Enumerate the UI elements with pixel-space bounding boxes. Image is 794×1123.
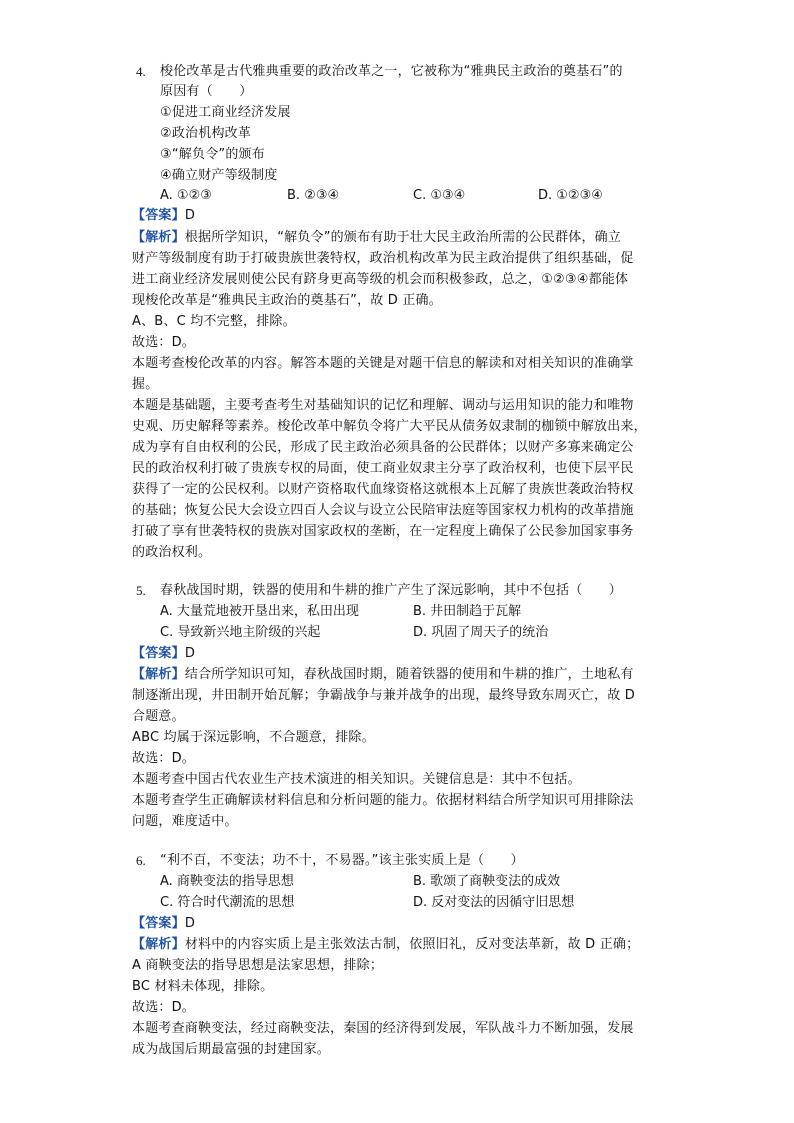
q4-analysis-line: 的基础；恢复公民大会设立四百人会议与设立公民陪审法庭等国家权力机构的改革措施 (132, 503, 634, 518)
q6-number: 6. (136, 853, 146, 868)
q5-analysis-line-1 (132, 665, 634, 685)
q6-analysis-line: A 商鞅变法的指导思想是法家思想，排除； (132, 958, 384, 973)
q5-analysis-line: 本题考查学生正确解读材料信息和分析问题的能力。依据材料结合所学知识可用排除法 (132, 793, 634, 808)
q5-analysis-line: 制逐渐出现，井田制开始瓦解；争霸战争与兼并战争的出现，最终导致东周灭亡，故 D (132, 688, 635, 703)
q6-analysis-tag: 【解析】 (132, 937, 185, 952)
q4-analysis-tag: 【解析】 (132, 230, 185, 245)
q5-analysis-line: 问题，难度适中。 (132, 814, 238, 829)
q4-analysis-line: 成为享有自由权利的公民，形成了民主政治必须具备的公民群体；以财产多寡来确定公 (132, 440, 634, 455)
q5-answer-tag: 【答案】 (132, 646, 185, 661)
q5-analysis-line: 合题意。 (132, 709, 185, 724)
q4-analysis-line: A、B、C 均不完整，排除。 (132, 314, 296, 329)
q6-analysis-line: BC 材料未体现，排除。 (132, 979, 274, 994)
q4-option-a: A. ①②③ (160, 188, 212, 203)
q5-answer (132, 644, 195, 664)
q6-option-c: C. 符合时代潮流的思想 (160, 895, 295, 910)
q4-item-2: ②政治机构改革 (160, 126, 252, 141)
q4-option-c: C. ①③④ (413, 188, 466, 203)
q4-analysis-line: 获得了一定的公民权利。以财产资格取代血缘资格这就根本上瓦解了贵族世袭政治特权 (132, 482, 634, 497)
q6-option-d: D. 反对变法的因循守旧思想 (413, 895, 575, 910)
q5-analysis-text: 结合所学知识可知，春秋战国时期，随着铁器的使用和牛耕的推广，土地私有 (184, 667, 634, 682)
q6-answer-value: D (184, 916, 196, 931)
q4-stem-line-1: 梭伦改革是古代雅典重要的政治改革之一，它被称为“雅典民主政治的奠基石”的 (160, 64, 623, 79)
q6-analysis-line: 本题考查商鞅变法，经过商鞅变法，秦国的经济得到发展，军队战斗力不断加强，发展 (132, 1021, 634, 1036)
q4-analysis-line: 打破了享有世袭特权的贵族对国家政权的垄断，在一定程度上确保了公民参加国家事务 (132, 524, 634, 539)
q5-stem: 春秋战国时期，铁器的使用和牛耕的推广产生了深远影响，其中不包括（ ） (160, 583, 623, 598)
q5-option-d: D. 巩固了周天子的统治 (413, 625, 549, 640)
q4-answer (132, 206, 195, 226)
q4-number: 4. (136, 64, 146, 79)
q4-stem-line-2: 原因有（ ） (160, 84, 253, 99)
q5-option-c: C. 导致新兴地主阶级的兴起 (160, 625, 321, 640)
q6-analysis-text: 材料中的内容实质上是主张效法古制，依照旧礼，反对变法革新，故 D 正确； (184, 937, 640, 952)
q6-answer-tag: 【答案】 (132, 916, 185, 931)
q4-analysis-line: 民的政治权利打破了贵族专权的局面，使工商业奴隶主分享了政治权利，也使下层平民 (132, 461, 634, 476)
q4-analysis-line: 进工商业经济发展则使公民有跻身更高等级的机会而积极参政，总之，①②③④都能体 (132, 272, 629, 287)
q5-option-b: B. 井田制趋于瓦解 (413, 604, 522, 619)
q4-analysis-line: 握。 (132, 377, 159, 392)
q5-analysis-line: 本题考查中国古代农业生产技术演进的相关知识。关键信息是：其中不包括。 (132, 772, 581, 787)
q5-analysis-line: ABC 均属于深远影响，不合题意，排除。 (132, 730, 375, 745)
q4-item-4: ④确立财产等级制度 (160, 168, 278, 183)
q4-analysis-text: 根据所学知识，“解负令”的颁布有助于壮大民主政治所需的公民群体，确立 (184, 230, 622, 245)
q5-analysis-tag: 【解析】 (132, 667, 185, 682)
q6-stem: “利不百，不变法；功不十，不易器。”该主张实质上是（ ） (160, 853, 524, 868)
q6-option-a: A. 商鞅变法的指导思想 (160, 874, 294, 889)
q6-option-b: B. 歌颂了商鞅变法的成效 (413, 874, 561, 889)
q4-analysis-line: 史观、历史解释等素养。梭伦改革中解负令将广大平民从债务奴隶制的枷锁中解放出来， (132, 419, 647, 434)
q4-analysis-line: 现梭伦改革是“雅典民主政治的奠基石”，故 D 正确。 (132, 293, 442, 308)
q5-answer-value: D (184, 646, 196, 661)
q4-analysis-line: 的政治权利。 (132, 545, 212, 560)
q4-analysis-line-1 (132, 228, 621, 248)
q4-analysis-line: 本题考查梭伦改革的内容。解答本题的关键是对题干信息的解读和对相关知识的准确掌 (132, 356, 634, 371)
q4-answer-value: D (184, 208, 196, 223)
q4-analysis-line: 本题是基础题，主要考查考生对基础知识的记忆和理解、调动与运用知识的能力和唯物 (132, 398, 634, 413)
q6-answer (132, 914, 195, 934)
q4-option-b: B. ②③④ (287, 188, 340, 203)
q4-option-d: D. ①②③④ (538, 188, 603, 203)
q5-option-a: A. 大量荒地被开垦出来，私田出现 (160, 604, 359, 619)
q5-number: 5. (136, 583, 146, 598)
q4-analysis-line: 财产等级制度有助于打破贵族世袭特权，政治机构改革为民主政治提供了组织基础，促 (132, 251, 634, 266)
q4-answer-tag: 【答案】 (132, 208, 185, 223)
q4-item-1: ①促进工商业经济发展 (160, 105, 291, 120)
q5-analysis-line: 故选：D。 (132, 751, 196, 766)
q6-analysis-line: 成为战国后期最富强的封建国家。 (132, 1042, 331, 1057)
q6-analysis-line: 故选：D。 (132, 1000, 196, 1015)
q6-analysis-line-1 (132, 935, 639, 955)
q4-analysis-line: 故选：D。 (132, 335, 196, 350)
q4-item-3: ③“解负令”的颁布 (160, 147, 265, 162)
